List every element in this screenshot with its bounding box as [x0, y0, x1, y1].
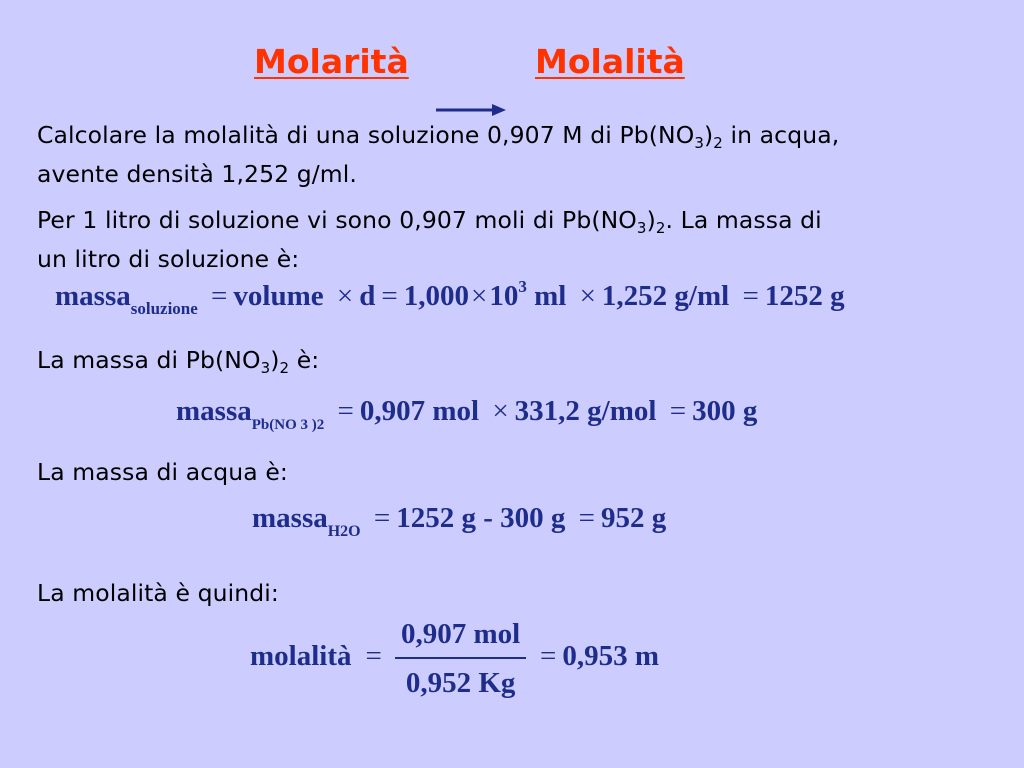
equation-solution-mass: massa$_{soluzione}$ = volume × $d = 1,000\times 10^3$ ml × 1,252 g/ml = 1252 g — [55, 277, 845, 318]
solution-intro-line-2: un litro di soluzione è: — [37, 245, 300, 273]
fraction-denominator: 0,952 Kg — [405, 667, 516, 699]
title-molarita: Molarità — [254, 42, 409, 81]
solution-intro-line-1: Per 1 litro di soluzione vi sono 0,907 moli di $Pb(NO_3)_2$. La massa di — [37, 206, 822, 237]
equation-molality-lhs: molalità = — [250, 640, 382, 672]
lead-mass-label: La massa di $Pb(NO_3)_2$ è: — [37, 346, 320, 377]
problem-line-2: avente densità 1,252 g/ml. — [37, 160, 357, 188]
molality-fraction — [395, 618, 526, 700]
equation-lead-nitrate-mass: massa$_{Pb(NO 3 )2}$ = 0,907 mol × 331,2 g/mol = 300 g — [176, 395, 758, 433]
water-mass-label: La massa di acqua è: — [37, 458, 288, 486]
molality-label: La molalità è quindi: — [37, 579, 279, 607]
problem-line-1: Calcolare la molalità di una soluzione 0,907 M di $Pb(NO_3)_2$ in acqua, — [37, 121, 840, 152]
title-molalita: Molalità — [535, 42, 685, 81]
problem-statement — [37, 116, 839, 194]
slide-title — [0, 42, 1024, 92]
fraction-numerator: 0,907 mol — [401, 618, 521, 650]
equation-water-mass: massa$_{H2O}$ = 1252 g - 300 g = 952 g — [252, 502, 667, 540]
equation-molality-rhs: = 0,953 m — [540, 640, 660, 672]
solution-intro — [37, 201, 822, 279]
